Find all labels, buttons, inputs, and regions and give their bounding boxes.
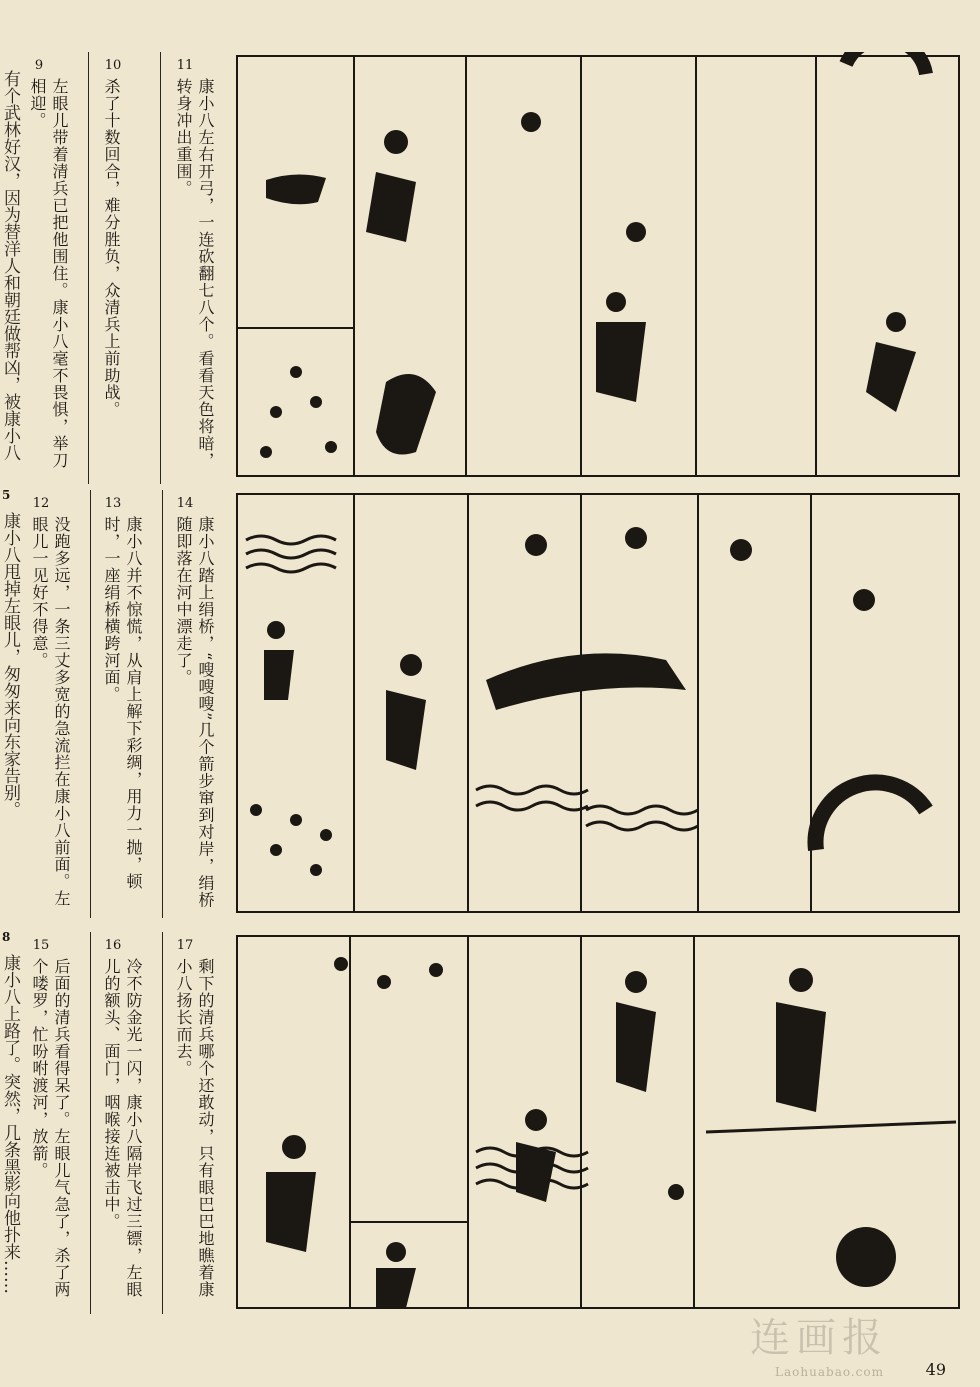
divider <box>160 52 161 484</box>
caption-panel-15 <box>28 932 71 1314</box>
caption-column <box>22 490 232 918</box>
caption-text: 杀了十数回合，难分胜负，众清兵上前助战。 <box>102 78 121 418</box>
gutter-caption-number: 5 <box>2 488 11 502</box>
caption-text: 康小八并不惊慌，从肩上解下彩绸，用力一抛，顿时，一座绢桥横跨河面。 <box>102 516 143 890</box>
caption-number: 9 <box>34 58 44 73</box>
gutter-caption-number: 8 <box>2 930 11 944</box>
caption-number: 14 <box>176 496 194 511</box>
illustration-strip <box>236 52 970 484</box>
divider <box>162 490 163 918</box>
divider <box>90 932 91 1314</box>
gutter-caption: 康小八上路了。突然，几条黑影向他扑来…… <box>0 954 20 1294</box>
watermark-logo: 连画报 <box>750 1315 888 1361</box>
caption-text: 剩下的清兵哪个还敢动，只有眼巴巴地瞧着康小八扬长而去。 <box>174 958 215 1298</box>
comic-row-1 <box>22 52 970 484</box>
left-gutter <box>0 0 20 1387</box>
caption-panel-14 <box>172 490 215 918</box>
caption-column <box>22 52 232 484</box>
illustration-strip <box>236 932 970 1314</box>
caption-panel-10 <box>100 52 126 484</box>
gutter-caption: 有个武林好汉，因为替洋人和朝廷做帮凶，被康小八 <box>0 70 20 461</box>
caption-panel-16 <box>100 932 143 1314</box>
caption-number: 17 <box>176 938 194 953</box>
caption-panel-11 <box>172 52 215 484</box>
page-number: 49 <box>925 1360 946 1379</box>
divider <box>90 490 91 918</box>
comic-row-3 <box>22 932 970 1314</box>
caption-number: 15 <box>32 938 50 953</box>
comic-row-2 <box>22 490 970 918</box>
caption-text: 康小八踏上绢桥，“嗖嗖嗖”几个箭步窜到对岸，绢桥随即落在河中漂走了。 <box>174 516 215 909</box>
caption-text: 康小八左右开弓，一连砍翻七八个。看看天色将暗，转身冲出重围。 <box>174 78 215 469</box>
caption-column <box>22 932 232 1314</box>
caption-number: 10 <box>104 58 122 73</box>
caption-number: 12 <box>32 496 50 511</box>
caption-panel-13 <box>100 490 143 918</box>
illustration-strip <box>236 490 970 918</box>
divider <box>88 52 89 484</box>
caption-text: 冷不防金光一闪，康小八隔岸飞过三镖，左眼儿的额头、面门，咽喉接连被击中。 <box>102 958 143 1298</box>
divider <box>162 932 163 1314</box>
caption-text: 后面的清兵看得呆了。左眼儿气急了，杀了两个喽罗，忙吩咐渡河，放箭。 <box>30 958 71 1298</box>
caption-number: 11 <box>176 58 194 73</box>
caption-panel-12 <box>28 490 71 918</box>
caption-text: 没跑多远，一条三丈多宽的急流拦在康小八前面。左眼儿一见好不得意。 <box>30 516 71 907</box>
gutter-caption: 康小八甩掉左眼儿，匆匆来向东家告别。 <box>0 512 20 818</box>
caption-number: 16 <box>104 938 122 953</box>
caption-panel-9 <box>26 52 69 484</box>
caption-number: 13 <box>104 496 122 511</box>
watermark-site: Laohuabao.com <box>775 1365 884 1379</box>
caption-panel-17 <box>172 932 215 1314</box>
caption-text: 左眼儿带着清兵已把他围住。康小八毫不畏惧，举刀相迎。 <box>28 78 69 469</box>
